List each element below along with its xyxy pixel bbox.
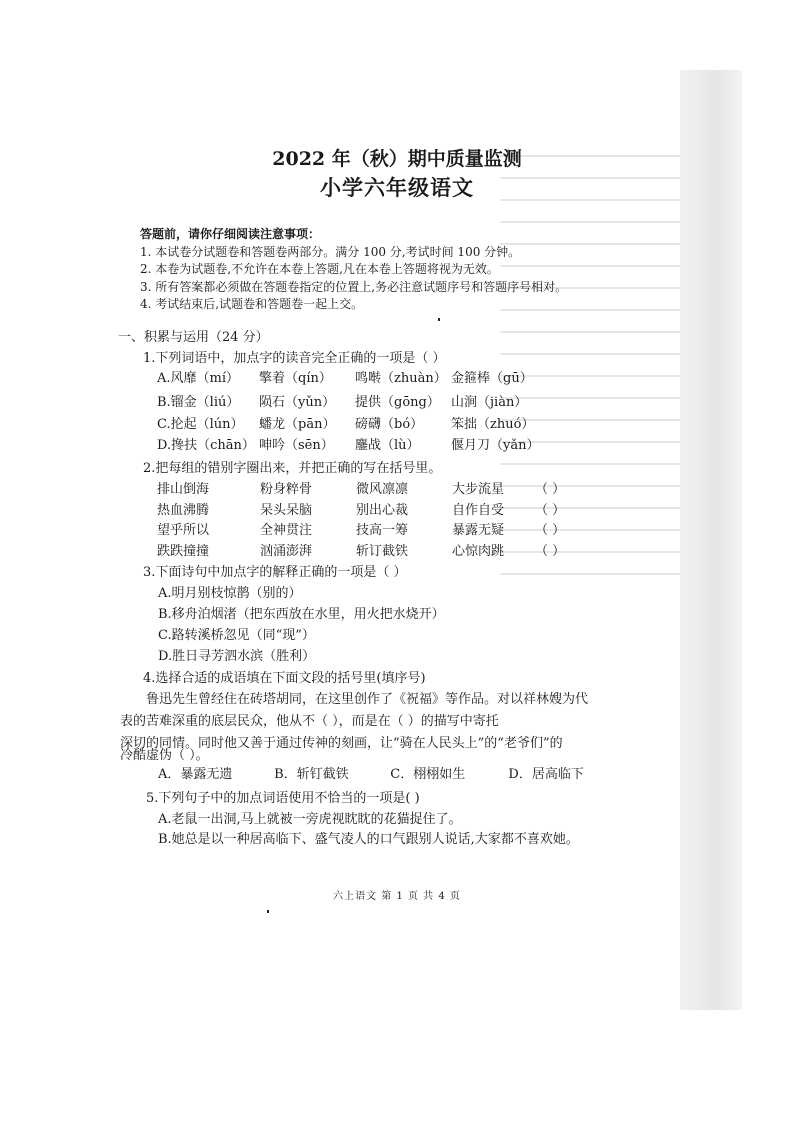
q2-word: 粉身粹骨 xyxy=(260,482,313,497)
q4-passage-line: 表的苦难深重的底层民众，他从不（ ），而是在（ ）的描写中寄托 xyxy=(120,714,499,729)
q4-options xyxy=(158,766,584,783)
question-4: 4.选择合适的成语填在下面文段的括号里(填序号) xyxy=(143,671,426,686)
q2-word: 别出心裁 xyxy=(356,503,409,518)
q1-cell: 磅礴（bó） xyxy=(355,417,424,432)
exam-subtitle: 小学六年级语文 xyxy=(320,175,474,200)
q1-cell: 提供（gōng） xyxy=(355,395,440,410)
q2-word: 排山倒海 xyxy=(157,482,210,497)
notice-item: 2. 本卷为试题卷,不允许在本卷上答题,凡在本卷上答题将视为无效。 xyxy=(140,262,499,276)
q4-option: D．居高临下 xyxy=(508,767,584,782)
q4-option: C．栩栩如生 xyxy=(390,767,466,782)
answer-bracket: （ ） xyxy=(535,482,566,497)
q1-cell: C.抡起（lún） xyxy=(157,417,244,432)
q4-option: A．暴露无遗 xyxy=(158,767,233,782)
notice-item: 4. 考试结束后,试题卷和答题卷一起上交。 xyxy=(140,297,364,311)
notice-block xyxy=(140,226,660,314)
q4-option: B．斩钉截铁 xyxy=(274,767,349,782)
question-2: 2.把每组的错别字圈出来，并把正确的写在括号里。 xyxy=(143,461,442,476)
q1-cell: 笨拙（zhuó） xyxy=(451,417,535,432)
q1-cell: 山涧（jiàn） xyxy=(451,395,528,410)
q2-word: 心惊肉跳 xyxy=(452,544,505,559)
q2-word: 全神贯注 xyxy=(260,523,313,538)
q1-cell: 呻吟（sēn） xyxy=(259,438,334,453)
q5-option: B.她总是以一种居高临下、盛气凌人的口气跟别人说话,大家都不喜欢她。 xyxy=(158,832,579,847)
scan-speck xyxy=(267,910,269,913)
question-5: 5.下列句子中的加点词语使用不恰当的一项是( ) xyxy=(146,791,420,806)
q1-cell: 擎着（qín） xyxy=(259,371,332,386)
q2-word: 望乎所以 xyxy=(157,523,210,538)
q1-cell: 偃月刀（yǎn） xyxy=(451,438,540,453)
q1-cell: B.镏金（liú） xyxy=(157,395,240,410)
q5-option: A.老鼠一出洞,马上就被一旁虎视眈眈的花猫捉住了。 xyxy=(158,812,462,827)
q1-cell: 陨石（yǔn） xyxy=(259,395,336,410)
scan-speck xyxy=(438,318,440,321)
notice-item: 3. 所有答案都必须做在答题卷指定的位置上,务必注意试题序号和答题序号相对。 xyxy=(140,279,568,294)
page-footer: 六上语文 第 1 页 共 4 页 xyxy=(333,891,461,902)
q4-passage xyxy=(120,711,620,733)
q2-word: 汹涌澎湃 xyxy=(260,544,313,559)
q4-passage-line: 深切的同情。同时他又善于通过传神的刻画，让“骑在人民头上”的“老爷们”的 xyxy=(120,736,563,751)
q2-word: 大步流星 xyxy=(452,482,505,497)
q3-option: B.移舟泊烟渚（把东西放在水里，用火把水烧开） xyxy=(158,607,445,622)
q2-word: 技高一筹 xyxy=(356,523,409,538)
section-title: 一、积累与运用（24 分） xyxy=(118,330,269,345)
q2-word: 自作自受 xyxy=(452,503,505,518)
answer-bracket: （ ） xyxy=(535,503,566,518)
q1-cell: A.风靡（mí） xyxy=(157,371,240,386)
q1-cell: 鸣啭（zhuàn） xyxy=(355,371,447,386)
q1-cell: D.搀扶（chān） xyxy=(157,438,255,453)
q2-word: 呆头呆脑 xyxy=(260,503,313,518)
q3-option: C.路转溪桥忽见（同“现”） xyxy=(158,628,315,643)
answer-bracket: （ ） xyxy=(535,544,566,559)
answer-bracket: （ ） xyxy=(535,523,566,538)
q2-word: 暴露无疑 xyxy=(452,523,505,538)
q1-cell: 金箍棒（gū） xyxy=(451,371,533,386)
q3-option: A.明月别枝惊鹊（别的） xyxy=(158,586,302,601)
q2-word: 跌跌撞撞 xyxy=(157,544,210,559)
question-3: 3.下面诗句中加点字的解释正确的一项是（ ） xyxy=(143,565,407,580)
q4-passage xyxy=(120,689,620,711)
q3-option: D.胜日寻芳泗水滨（胜利） xyxy=(158,649,316,664)
q1-cell: 鏖战（lù） xyxy=(355,438,420,453)
exam-title: 2022 年（秋）期中质量监测 xyxy=(272,148,522,170)
q2-word: 热血沸腾 xyxy=(157,503,210,518)
q4-passage xyxy=(120,745,620,767)
notice-heading: 答题前，请你仔细阅读注意事项： xyxy=(140,227,321,241)
notice-item: 1. 本试卷分试题卷和答题卷两部分。满分 100 分,考试时间 100 分钟。 xyxy=(140,244,521,259)
q4-passage-line: 鲁迅先生曾经住在砖塔胡同，在这里创作了《祝福》等作品。对以祥林嫂为代 xyxy=(146,692,589,707)
q2-word: 斩订截铁 xyxy=(356,544,409,559)
q1-cell: 蟠龙（pān） xyxy=(259,417,336,432)
q2-word: 微风凛凛 xyxy=(356,482,409,497)
question-1: 1.下列词语中，加点字的读音完全正确的一项是（ ） xyxy=(143,351,446,366)
q4-passage-line: 冷酷虚伪（ ）。 xyxy=(120,748,209,763)
